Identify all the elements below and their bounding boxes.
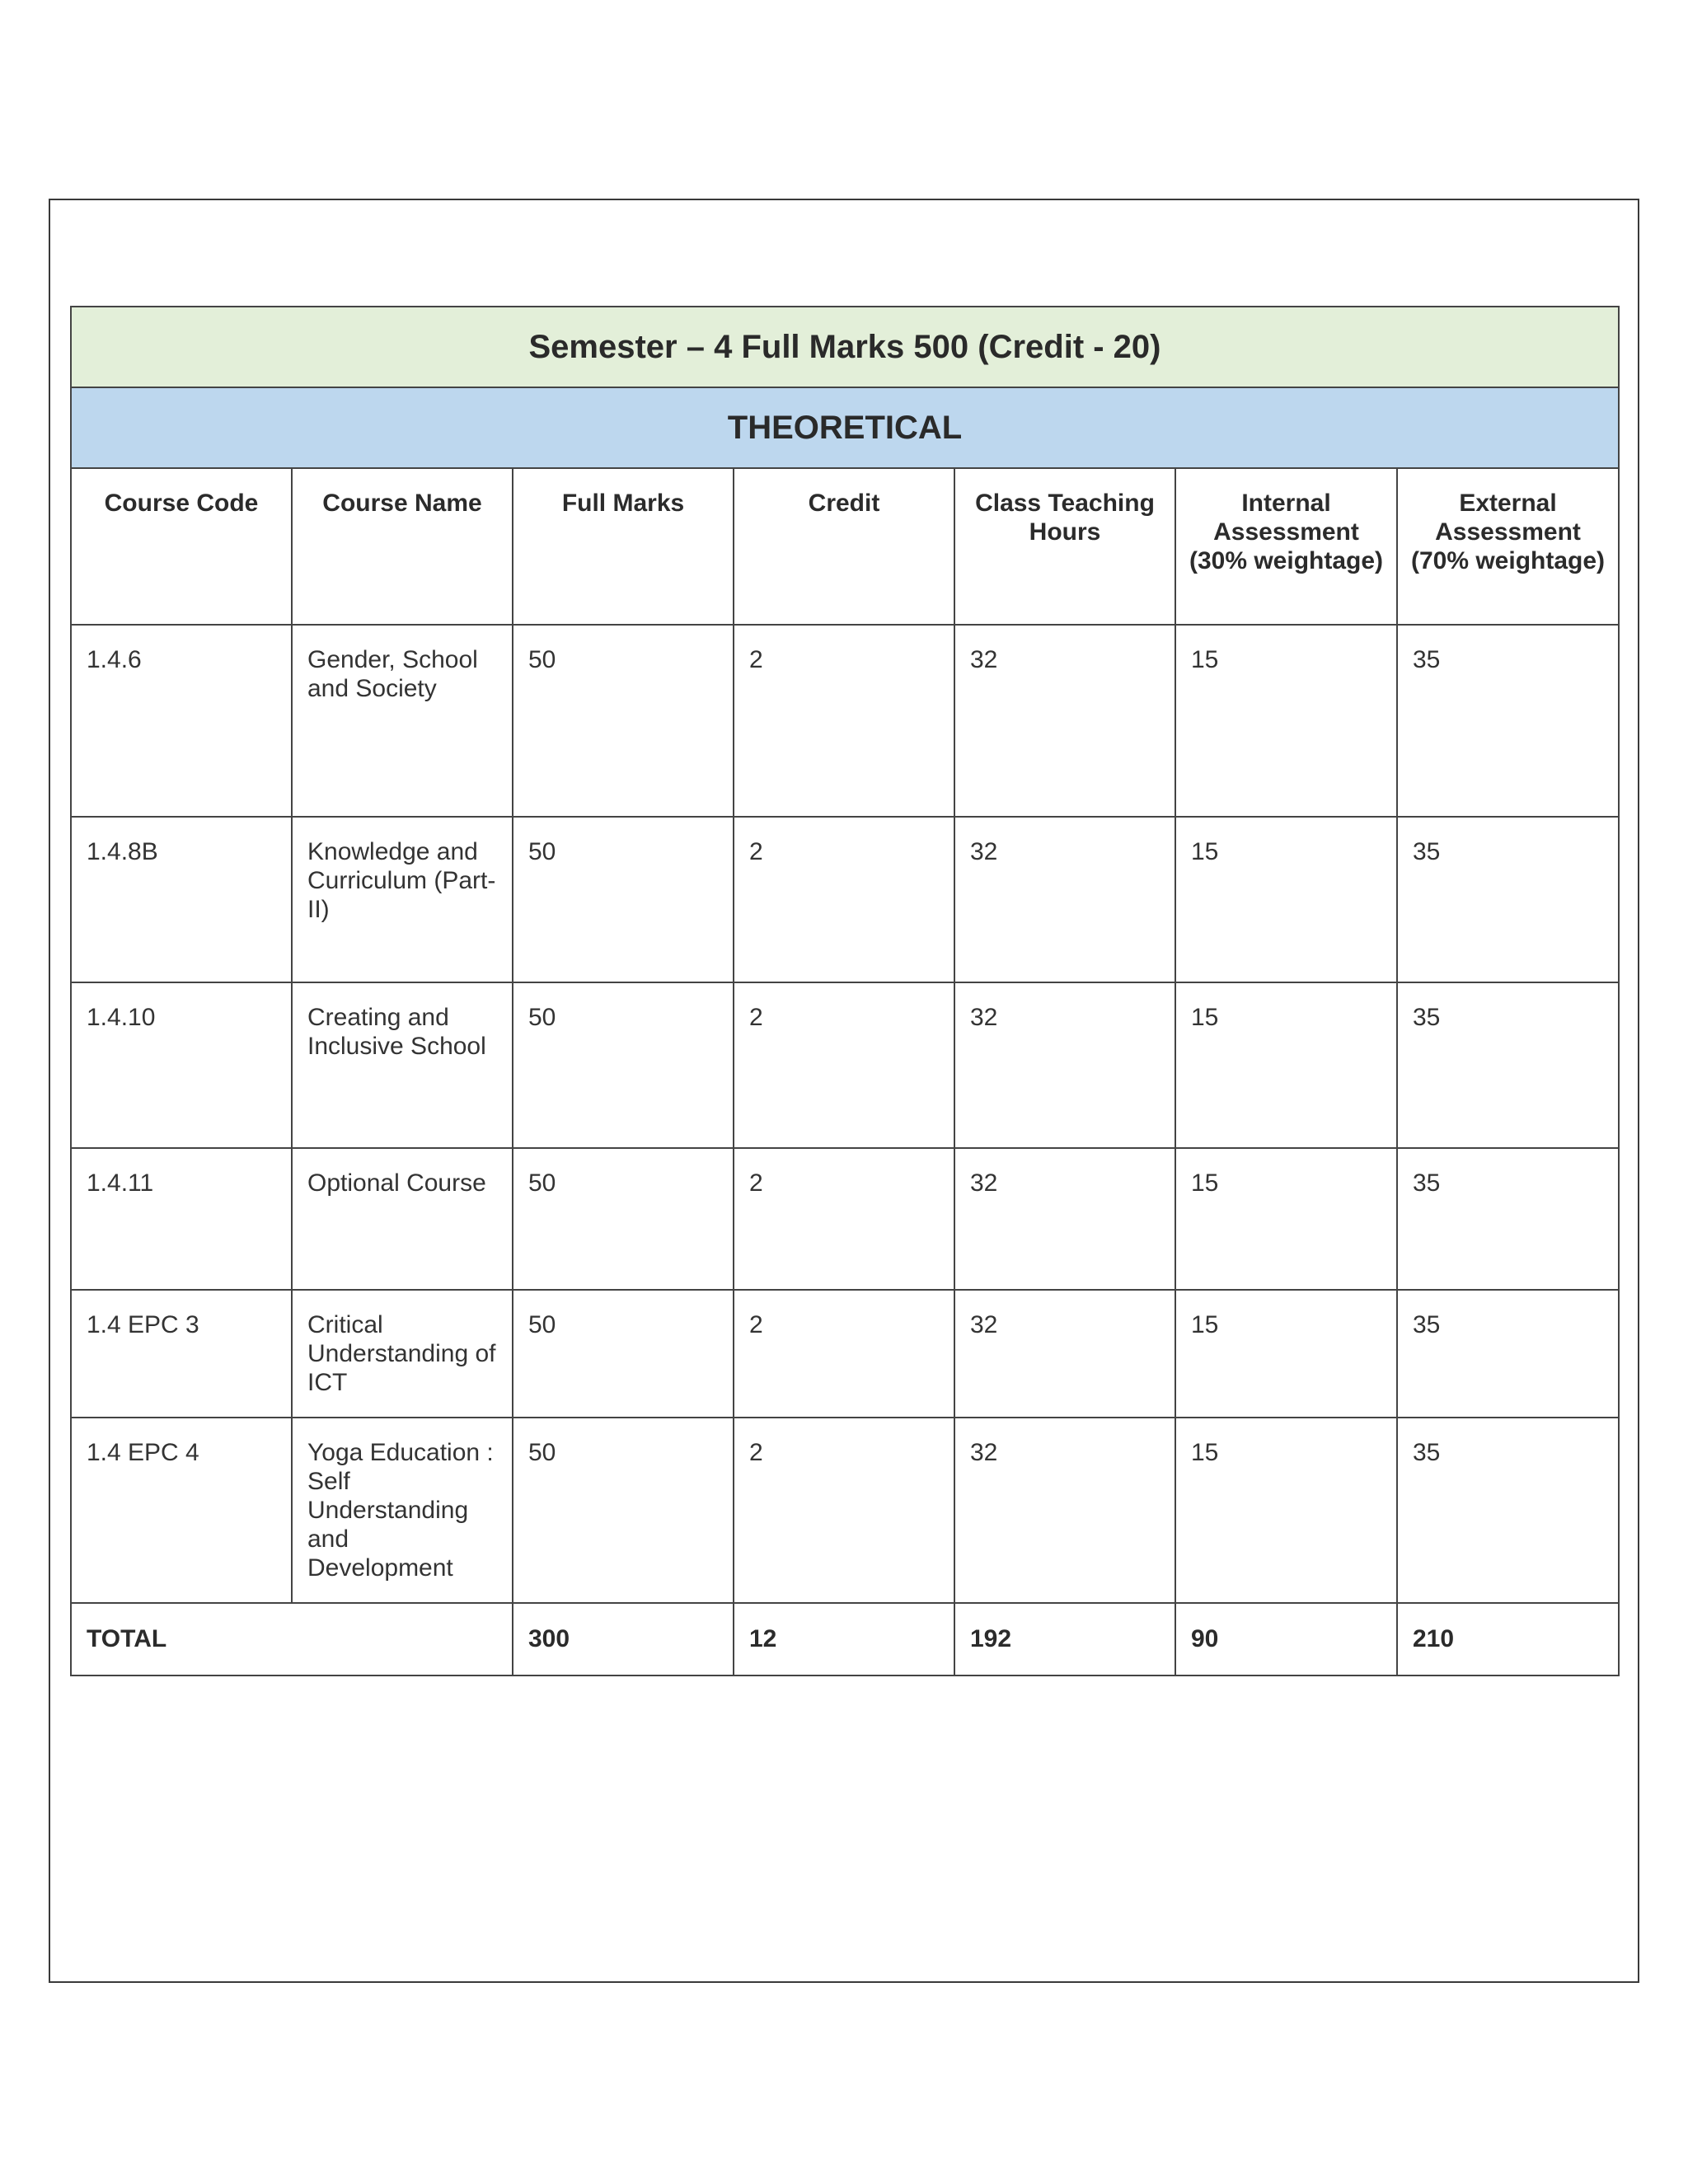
table-title-row: [71, 307, 1619, 387]
header-course-code: Course Code: [71, 468, 292, 625]
course-name-cell: Knowledge and Curriculum (Part-II): [292, 817, 513, 982]
hours-cell: 32: [954, 1148, 1175, 1290]
header-internal-assessment: Internal Assessment (30% weightage): [1175, 468, 1397, 625]
course-name-cell: Critical Understanding of ICT: [292, 1290, 513, 1418]
hours-cell: 32: [954, 982, 1175, 1148]
course-code-cell: 1.4 EPC 3: [71, 1290, 292, 1418]
table-row: [71, 817, 1619, 982]
total-hours: 192: [954, 1603, 1175, 1675]
credit-cell: 2: [734, 817, 954, 982]
external-cell: 35: [1397, 817, 1619, 982]
external-cell: 35: [1397, 982, 1619, 1148]
course-code-cell: 1.4.8B: [71, 817, 292, 982]
header-full-marks: Full Marks: [513, 468, 734, 625]
header-class-teaching-hours: Class Teaching Hours: [954, 468, 1175, 625]
semester-marks-table: [70, 306, 1620, 1676]
section-title: THEORETICAL: [71, 387, 1619, 468]
full-marks-cell: 50: [513, 625, 734, 817]
section-row: [71, 387, 1619, 468]
column-header-row: [71, 468, 1619, 625]
full-marks-cell: 50: [513, 982, 734, 1148]
course-name-cell: Gender, School and Society: [292, 625, 513, 817]
total-label: TOTAL: [71, 1603, 513, 1675]
external-cell: 35: [1397, 1148, 1619, 1290]
total-internal: 90: [1175, 1603, 1397, 1675]
hours-cell: 32: [954, 1418, 1175, 1603]
table-row: [71, 1290, 1619, 1418]
course-code-cell: 1.4.6: [71, 625, 292, 817]
table-row: [71, 1148, 1619, 1290]
credit-cell: 2: [734, 625, 954, 817]
total-full-marks: 300: [513, 1603, 734, 1675]
full-marks-cell: 50: [513, 817, 734, 982]
hours-cell: 32: [954, 817, 1175, 982]
course-code-cell: 1.4.11: [71, 1148, 292, 1290]
header-credit: Credit: [734, 468, 954, 625]
header-course-name: Course Name: [292, 468, 513, 625]
external-cell: 35: [1397, 1290, 1619, 1418]
course-name-cell: Yoga Education : Self Understanding and Development: [292, 1418, 513, 1603]
full-marks-cell: 50: [513, 1148, 734, 1290]
full-marks-cell: 50: [513, 1290, 734, 1418]
internal-cell: 15: [1175, 625, 1397, 817]
full-marks-cell: 50: [513, 1418, 734, 1603]
credit-cell: 2: [734, 982, 954, 1148]
header-external-assessment: External Assessment (70% weightage): [1397, 468, 1619, 625]
total-credit: 12: [734, 1603, 954, 1675]
hours-cell: 32: [954, 1290, 1175, 1418]
course-name-cell: Creating and Inclusive School: [292, 982, 513, 1148]
course-code-cell: 1.4.10: [71, 982, 292, 1148]
internal-cell: 15: [1175, 1418, 1397, 1603]
external-cell: 35: [1397, 1418, 1619, 1603]
credit-cell: 2: [734, 1418, 954, 1603]
course-code-cell: 1.4 EPC 4: [71, 1418, 292, 1603]
internal-cell: 15: [1175, 1148, 1397, 1290]
table-row: [71, 1418, 1619, 1603]
credit-cell: 2: [734, 1290, 954, 1418]
credit-cell: 2: [734, 1148, 954, 1290]
course-name-cell: Optional Course: [292, 1148, 513, 1290]
total-external: 210: [1397, 1603, 1619, 1675]
total-row: [71, 1603, 1619, 1675]
hours-cell: 32: [954, 625, 1175, 817]
internal-cell: 15: [1175, 1290, 1397, 1418]
external-cell: 35: [1397, 625, 1619, 817]
table-row: [71, 625, 1619, 817]
internal-cell: 15: [1175, 982, 1397, 1148]
table-title: Semester – 4 Full Marks 500 (Credit - 20): [71, 307, 1619, 387]
internal-cell: 15: [1175, 817, 1397, 982]
table-row: [71, 982, 1619, 1148]
